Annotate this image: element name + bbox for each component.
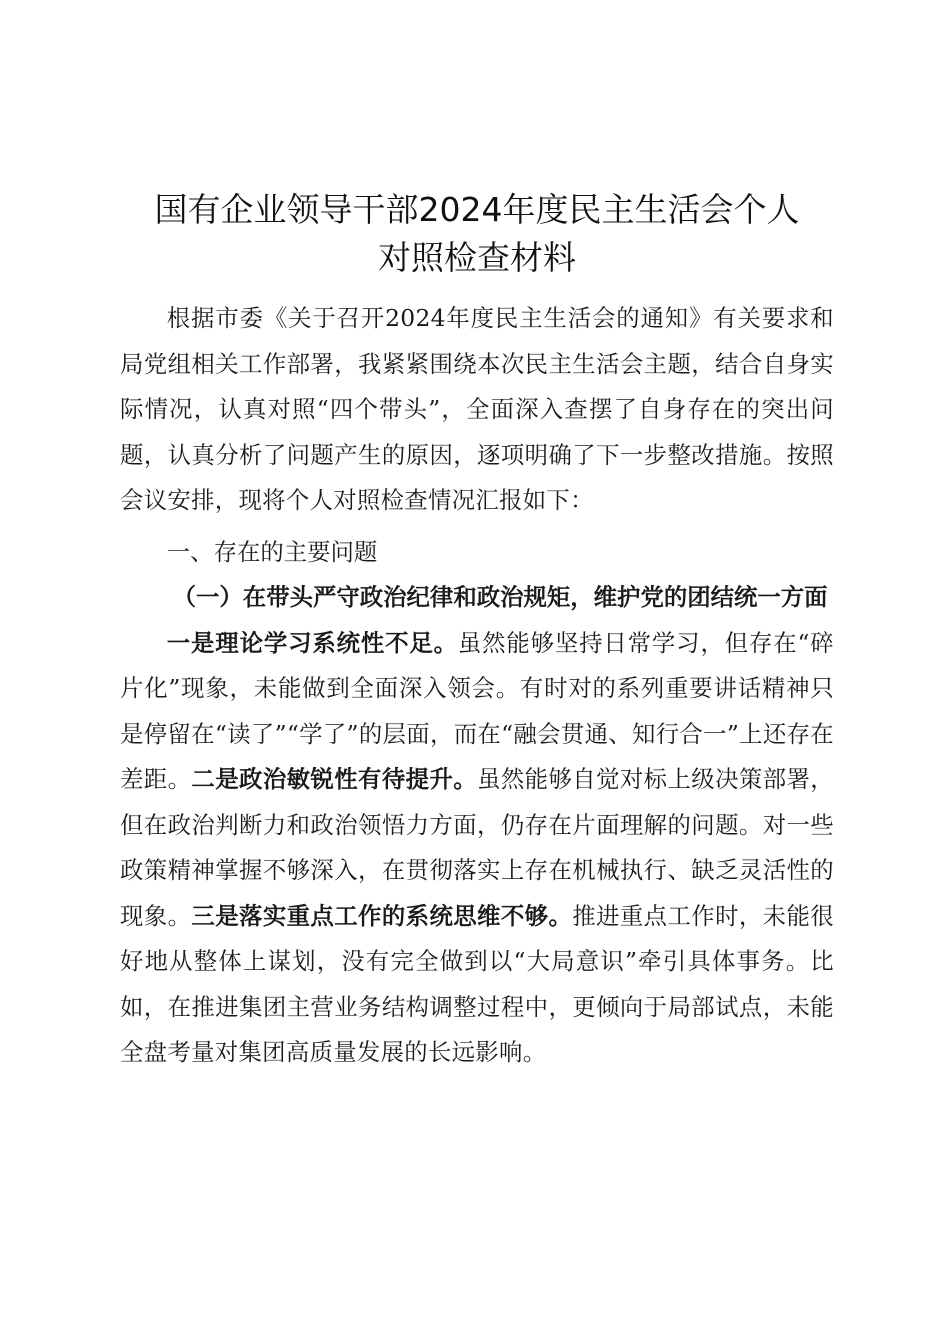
title-line-2: 对照检查材料 [378, 238, 576, 277]
point-3-body: 推进重点工作时，未能很好地从整体上谋划，没有完全做到以“大局意识”牵引具体事务。比如，在推进集团主营业务结构调整过程中，更倾向于局部试点，未能全盘考量对集团高质量发展的长远影响。 [120, 901, 834, 1066]
point-3-title: 三是落实重点工作的系统思维不够。 [191, 901, 573, 930]
section-heading-problems: 一、存在的主要问题 [166, 537, 378, 566]
title-line-1: 国有企业领导干部2024年度民主生活会个人 [154, 190, 800, 229]
problems-paragraph [120, 621, 834, 1076]
subsection-heading-political-discipline: （一）在带头严守政治纪律和政治规矩，维护党的团结统一方面 [172, 583, 828, 611]
document-page [120, 186, 834, 1076]
point-2-body: 虽然能够自觉对标上级决策部署，但在政治判断力和政治领悟力方面，仍存在片面理解的问题。对一些政策精神掌握不够深入，在贯彻落实上存在机械执行、缺乏灵活性的现象。 [120, 765, 834, 930]
point-1-title: 一是理论学习系统性不足。 [166, 628, 458, 657]
point-2-title: 二是政治敏锐性有待提升。 [191, 765, 478, 793]
intro-paragraph: 根据市委《关于召开2024年度民主生活会的通知》有关要求和局党组相关工作部署，我紧紧围绕本次民主生活会主题，结合自身实际情况，认真对照“四个带头”，全面深入查摆了自身存在的突出问题，认真分析了问题产生的原因，逐项明确了下一步整改措施。按照会议安排，现将个人对照检查情况汇报如下： [120, 304, 834, 514]
document-title [96, 186, 858, 282]
point-1-body: 虽然能够坚持日常学习，但存在“碎片化”现象，未能做到全面深入领会。有时对的系列重要讲话精神只是停留在“读了”“学了”的层面，而在“融会贯通、知行合一”上还存在差距。 [120, 628, 834, 793]
